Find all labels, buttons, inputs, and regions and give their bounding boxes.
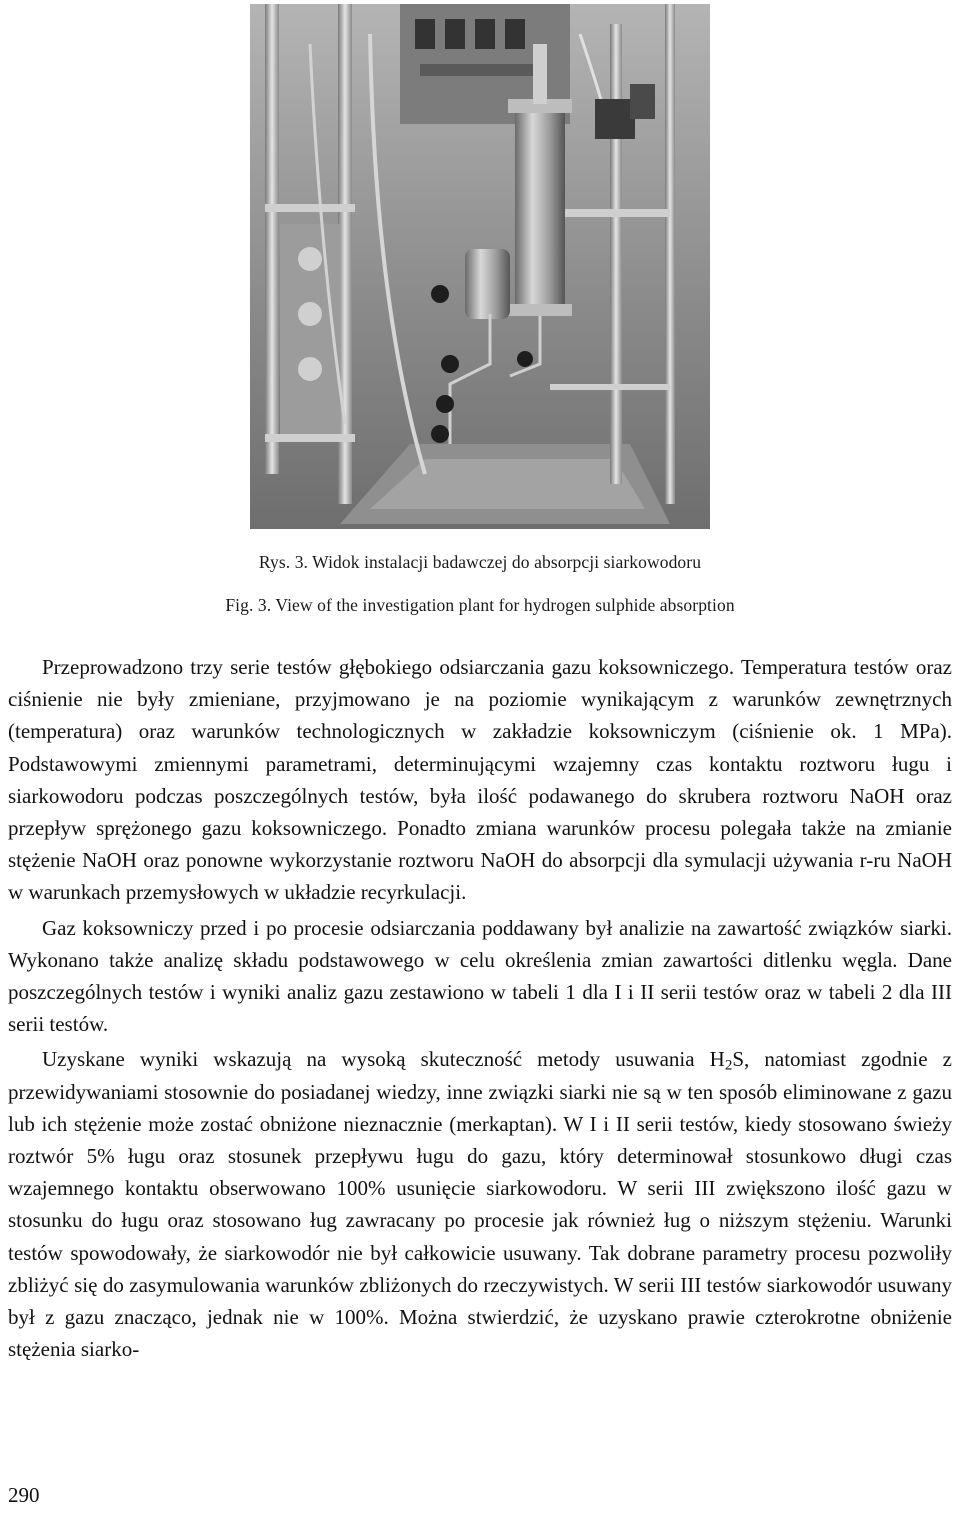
body-text xyxy=(8,651,952,1368)
paragraph-3 xyxy=(8,1043,952,1365)
figure-caption-pl: Rys. 3. Widok instalacji badawczej do absorpcji siarkowodoru xyxy=(258,552,702,572)
paragraph-3-text-a: Uzyskane wyniki wskazują na wysoką skuteczność metody usuwania H xyxy=(42,1047,725,1072)
paragraph-3-text-b: S, natomiast zgodnie z przewidywaniami stosownie do posiadanej wiedzy, inne związki siarki nie są w ten sposób eliminowane z gazu lub ich stężenie może zostać obniżone nieznacznie (merkaptan). W I i II serii testów, kiedy stosowano świeży roztwór 5% ługu oraz stosunek przepływu ługu do gazu, który determinował stosunkowo długi czas wzajemnego kontaktu obserwowano 100% usunięcie siarkowodoru. W serii III zwiększono ilość gazu w stosunku do ługu oraz stosowano ług zawracany po procesie jak również ług o niższym stężeniu. Warunki testów spowodowały, że siarkowodór nie był całkowicie usuwany. Tak dobrane parametry procesu pozwoliły zbliżyć się do zasymulowania warunków zbliżonych do rzeczywistych. W serii III testów siarkowodór usuwany był z gazu znacząco, jednak nie w 100%. Można stwierdzić, że uzyskano prawie czterokrotne obniżenie stężenia siarko- xyxy=(8,1047,952,1362)
plant-photo xyxy=(250,4,710,529)
paragraph-2: Gaz koksowniczy przed i po procesie odsiarczania poddawany był analizie na zawartość związków siarki. Wykonano także analizę składu podstawowego w celu określenia zmian zawartości ditlenku węgla. Dane poszczególnych testów i wyniki analiz gazu zestawiono w tabeli 1 dla I i II serii testów oraz w tabeli 2 dla III serii testów. xyxy=(8,915,952,1037)
h2s-subscript: 2 xyxy=(724,1057,733,1074)
page-number: 290 xyxy=(8,1483,40,1507)
paragraph-1: Przeprowadzono trzy serie testów głębokiego odsiarczania gazu koksowniczego. Temperatura testów oraz ciśnienie nie były zmieniane, przyjmowano je na poziomie wynikającym z warunków zewnętrznych (temperatura) oraz warunków technologicznych w zakładzie koksowniczym (ciśnienie ok. 1 MPa). Podstawowymi zmiennymi parametrami, determinującymi wzajemny czas kontaktu roztworu ługu i siarkowodoru podczas poszczególnych testów, była ilość podawanego do skrubera roztworu NaOH oraz przepływ sprężonego gazu koksowniczego. Ponadto zmiana warunków procesu polegała także na zmianie stężenie NaOH oraz ponowne wykorzystanie roztworu NaOH do absorpcji dla symulacji używania r-ru NaOH w warunkach przemysłowych w układzie recyrkulacji. xyxy=(8,655,952,905)
plant-photo-illustration xyxy=(250,4,710,529)
figure-caption-en: Fig. 3. View of the investigation plant for hydrogen sulphide absorption xyxy=(225,595,735,615)
